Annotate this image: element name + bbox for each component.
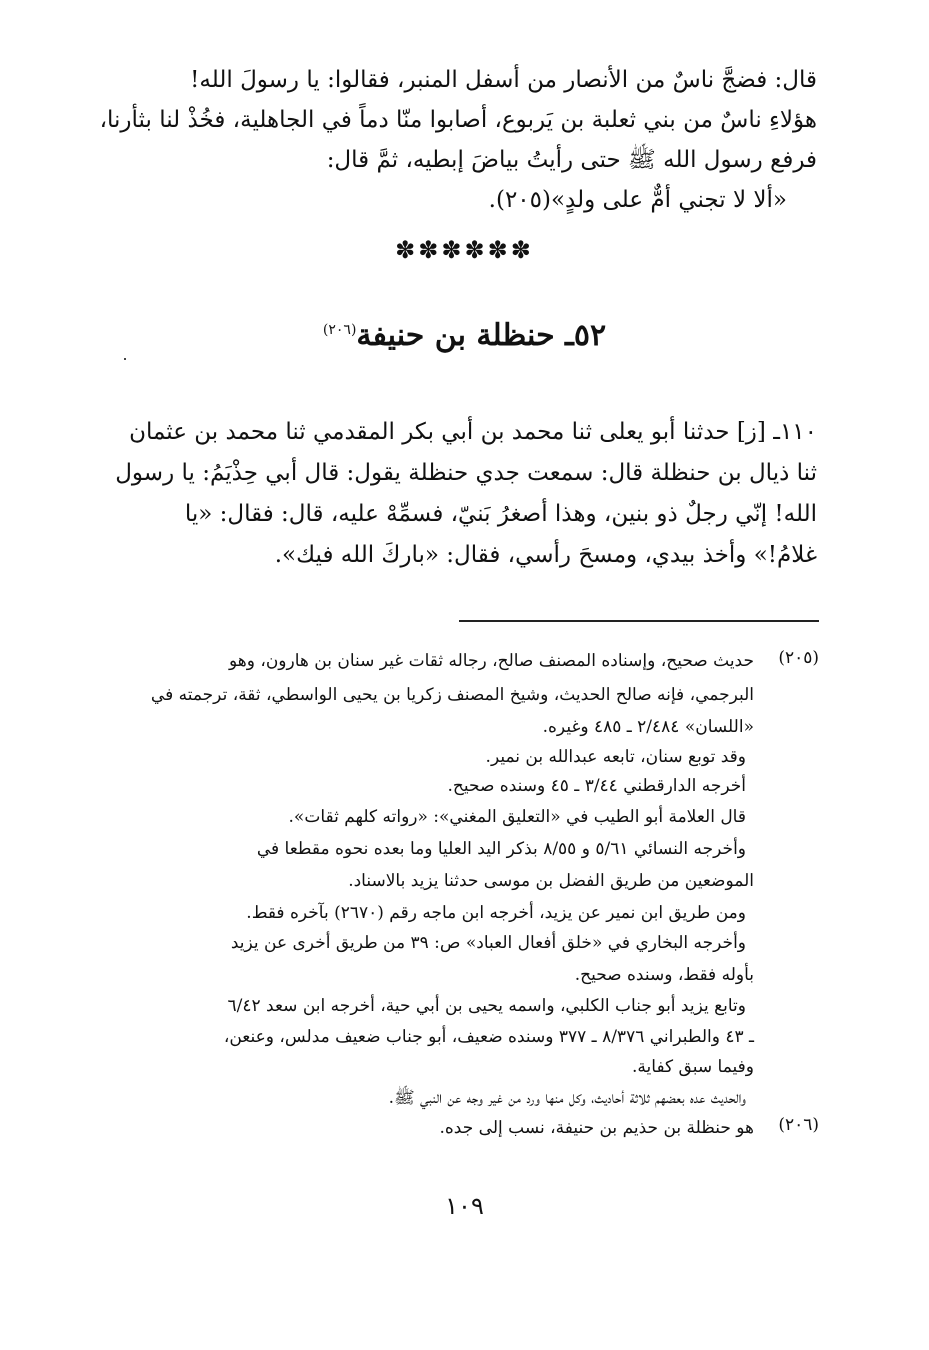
footnote-205-line-14: وفيما سبق كفاية.	[632, 1057, 754, 1077]
section-separator: ✽✽✽✽✽✽	[395, 236, 534, 264]
section-heading	[0, 318, 929, 353]
hadith-line-4: غلامُ!» وأخذ بيدي، ومسحَ رأسي، فقال: «باركَ الله فيك».	[274, 542, 817, 568]
footnote-205-line-1: حديث صحيح، وإسناده المصنف صالح، رجاله ثقات غير سنان بن هارون، وهو	[228, 651, 754, 671]
footnote-205-line-9: ومن طريق ابن نمير عن يزيد، أخرجه ابن ماجه رقم (٢٦٧٠) بآخره فقط.	[246, 903, 746, 923]
page-number: ١٠٩	[445, 1192, 484, 1220]
hadith-line-2: ثنا ذيال بن حنظلة قال: سمعت جدي حنظلة يقول: قال أبي حِذْيَمُ: يا رسول	[115, 460, 817, 486]
footnote-205-line-6: قال العلامة أبو الطيب في «التعليق المغني»: «رواته كلهم ثقات».	[288, 807, 746, 827]
footnote-205-line-10: وأخرجه البخاري في «خلق أفعال العباد» ص: ٣٩ من طريق أخرى عن يزيد	[230, 933, 746, 953]
footnote-divider	[459, 620, 819, 622]
footnote-205-line-7: وأخرجه النسائي ٥/٦١ و ٨/٥٥ بذكر اليد العليا وما بعده نحوه مقطعا في	[256, 839, 746, 859]
footnote-205-line-5: أخرجه الدارقطني ٣/٤٤ ـ ٤٥ وسنده صحيح.	[447, 776, 746, 796]
footnote-205-line-4: وقد توبع سنان، تابعه عبدالله بن نمير.	[485, 747, 746, 767]
footnote-205-line-2: البرجمي، فإنه صالح الحديث، وشيخ المصنف زكريا بن يحيى الواسطي، ثقة، ترجمته في	[150, 685, 754, 705]
text-line-2: هؤلاءِ ناسٌ من بني ثعلبة بن يَربوع، أصابوا منّا دماً في الجاهلية، فخُذْ لنا بثأرنا،	[99, 107, 817, 133]
footnote-205-line-13: ـ ٤٣ والطبراني ٨/٣٧٦ ـ ٣٧٧ وسنده ضعيف، أبو جناب ضعيف مدلس، وعنعن،	[223, 1027, 754, 1047]
footnote-205-number: (٢٠٥)	[778, 648, 819, 668]
text-line-4: «ألا لا تجني أمٌّ على ولدٍ»(٢٠٥).	[488, 187, 787, 213]
footnote-205-line-12: وتابع يزيد أبو جناب الكلبي، واسمه يحيى بن أبي حية، أخرجه ابن سعد ٦/٤٢	[227, 996, 746, 1016]
footnote-205-line-15: والحديث عده بعضهم ثلاثة أحاديث، وكل منها ورد من غير وجه عن النبي ﷺ.	[388, 1088, 746, 1108]
scan-speck	[124, 358, 126, 360]
footnote-206-text: هو حنظلة بن حذيم بن حنيفة، نسب إلى جده.	[439, 1118, 754, 1138]
hadith-line-1: ١١٠ـ [ز] حدثنا أبو يعلى ثنا محمد بن أبي بكر المقدمي ثنا محمد بن عثمان	[129, 419, 817, 445]
footnote-205-line-11: بأوله فقط، وسنده صحيح.	[574, 965, 754, 985]
footnote-205-line-3: «اللسان» ٢/٤٨٤ ـ ٤٨٥ وغيره.	[542, 717, 754, 737]
section-heading-note: (٢٠٦)	[322, 322, 357, 338]
text-line-3: فرفع رسول الله ﷺ حتى رأيتُ بياضَ إبطيه، ثمَّ قال:	[326, 147, 817, 173]
hadith-line-3: الله! إنّي رجلٌ ذو بنين، وهذا أصغرُ بَنيّ، فسمِّهْ عليه، قال: فقال: «يا	[184, 501, 817, 527]
footnote-205-line-8: الموضعين من طريق الفضل بن موسى حدثنا يزيد بالاسناد.	[348, 871, 754, 891]
text-line-1: قال: فضجَّ ناسٌ من الأنصار من أسفل المنبر، فقالوا: يا رسولَ الله!	[190, 67, 817, 93]
footnote-206-number: (٢٠٦)	[778, 1115, 819, 1135]
section-heading-title: ٥٢ـ حنظلة بن حنيفة	[356, 318, 607, 353]
